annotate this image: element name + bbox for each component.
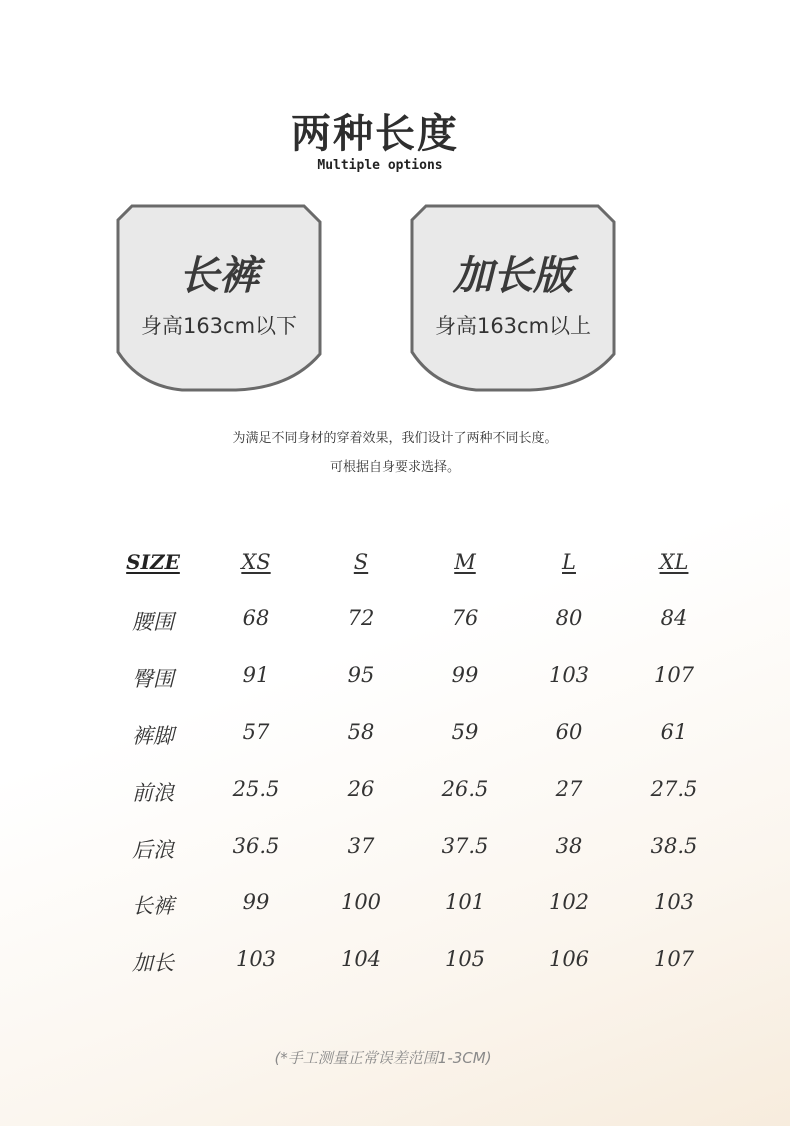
table-cell: 105 — [444, 947, 486, 971]
table-cell: 107 — [653, 947, 695, 971]
table-cell: 102 — [548, 890, 590, 914]
table-cell: 103 — [235, 947, 277, 971]
size-header: L — [562, 550, 576, 574]
size-table-header — [0, 550, 790, 590]
size-header-label: SIZE — [126, 550, 180, 574]
table-cell: 26 — [347, 777, 375, 801]
table-cell: 59 — [451, 720, 479, 744]
table-row — [0, 663, 790, 703]
row-label: 后浪 — [132, 838, 174, 862]
size-header: M — [454, 550, 476, 574]
table-cell: 26.5 — [441, 777, 489, 801]
table-cell: 107 — [653, 663, 695, 687]
table-cell: 95 — [347, 663, 375, 687]
table-cell: 38 — [555, 834, 583, 858]
measurement-note: (*手工测量正常误差范围1-3CM) — [274, 1049, 492, 1067]
table-cell: 27 — [555, 777, 583, 801]
table-cell: 57 — [242, 720, 270, 744]
table-cell: 106 — [548, 947, 590, 971]
table-cell: 68 — [242, 606, 270, 630]
table-cell: 104 — [340, 947, 382, 971]
row-label: 加长 — [132, 951, 174, 975]
table-cell: 99 — [242, 890, 270, 914]
table-cell: 60 — [555, 720, 583, 744]
row-label: 臀围 — [132, 667, 174, 691]
table-row — [0, 834, 790, 874]
row-label: 腰围 — [132, 610, 174, 634]
table-cell: 76 — [451, 606, 479, 630]
option-name: 加长版 — [453, 253, 573, 299]
table-row — [0, 777, 790, 817]
table-cell: 80 — [555, 606, 583, 630]
page-title: 两种长度 — [291, 111, 459, 157]
option-height: 身高163cm以下 — [140, 314, 298, 338]
table-row — [0, 947, 790, 987]
table-cell: 84 — [660, 606, 688, 630]
description-line-1: 为满足不同身材的穿着效果，我们设计了两种不同长度。 — [232, 431, 558, 446]
table-cell: 91 — [242, 663, 270, 687]
page-subtitle: Multiple options — [317, 158, 443, 173]
table-cell: 72 — [347, 606, 375, 630]
option-card-regular — [116, 204, 322, 392]
table-cell: 27.5 — [650, 777, 698, 801]
table-cell: 25.5 — [232, 777, 280, 801]
table-cell: 58 — [347, 720, 375, 744]
table-cell: 100 — [340, 890, 382, 914]
description-line-2: 可根据自身要求选择。 — [329, 460, 460, 475]
table-cell: 38.5 — [650, 834, 698, 858]
size-header: XS — [241, 550, 271, 574]
table-cell: 61 — [660, 720, 688, 744]
row-label: 前浪 — [132, 781, 174, 805]
table-row — [0, 606, 790, 646]
table-cell: 103 — [548, 663, 590, 687]
table-row — [0, 890, 790, 930]
table-cell: 101 — [444, 890, 486, 914]
row-label: 裤脚 — [132, 724, 174, 748]
option-card-long — [410, 204, 616, 392]
table-cell: 99 — [451, 663, 479, 687]
table-cell: 103 — [653, 890, 695, 914]
table-cell: 37 — [347, 834, 375, 858]
row-label: 长裤 — [132, 894, 174, 918]
table-row — [0, 720, 790, 760]
size-header: XL — [659, 550, 689, 574]
size-header: S — [353, 550, 369, 574]
option-height: 身高163cm以上 — [434, 314, 592, 338]
option-name: 长裤 — [179, 253, 259, 299]
table-cell: 37.5 — [441, 834, 489, 858]
table-cell: 36.5 — [232, 834, 280, 858]
